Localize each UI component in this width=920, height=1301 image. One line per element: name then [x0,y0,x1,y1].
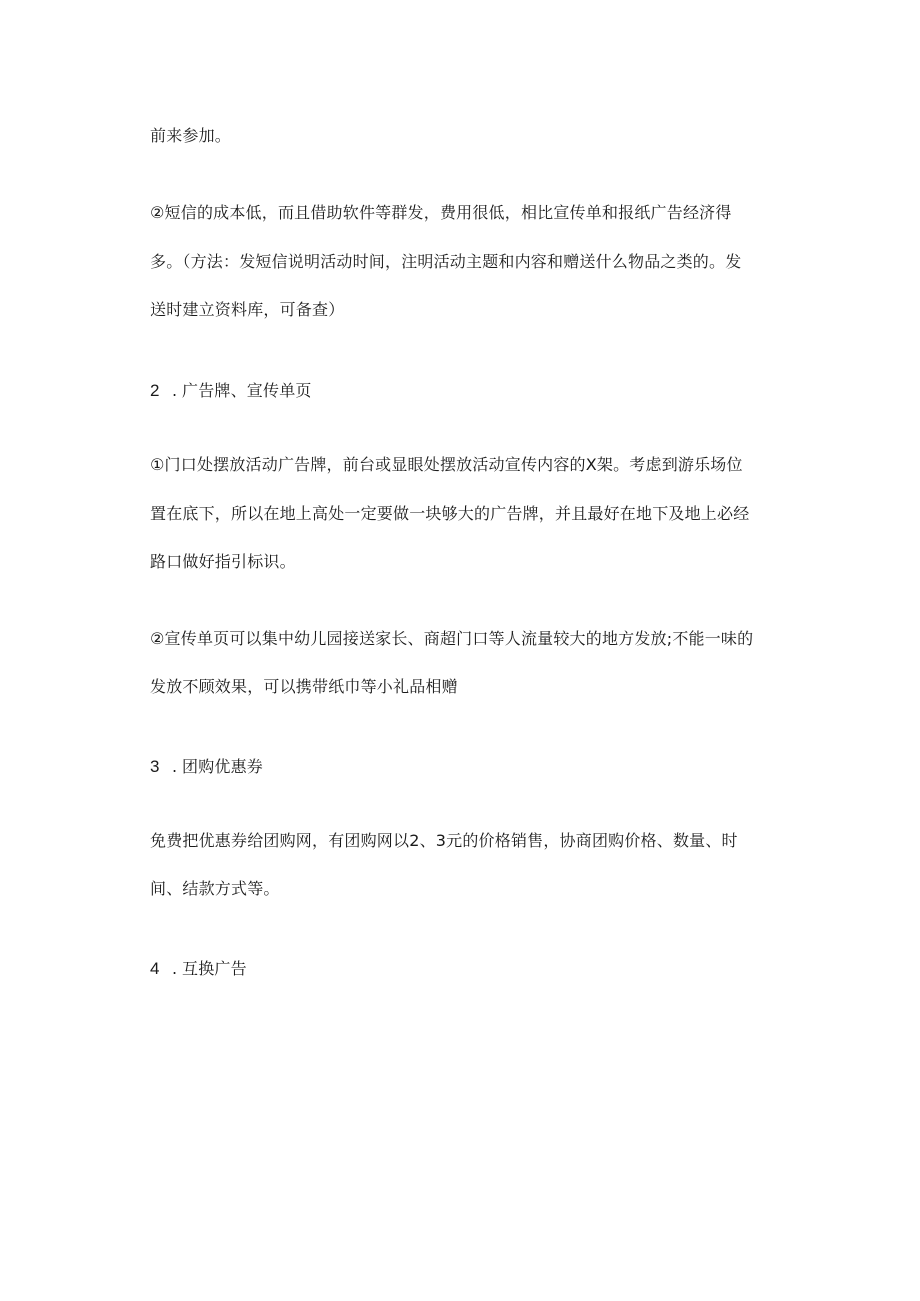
section-dot: . [172,381,178,400]
section-title: 团购优惠券 [182,757,264,776]
section-heading-4 [150,959,800,979]
section-dot: . [172,757,178,776]
paragraph-line: 置在底下，所以在地上高处一定要做一块够大的广告牌，并且最好在地下及地上必经 [150,504,750,523]
paragraph-line: ②宣传单页可以集中幼儿园接送家长、商超门口等人流量较大的地方发放;不能一味的 [150,629,754,648]
section-number: 3 [150,757,160,776]
paragraph-line: 间、结款方式等。 [150,879,280,898]
paragraph-line: 路口做好指引标识。 [150,552,296,571]
section-heading-2 [150,381,800,401]
paragraph-line: 免费把优惠券给团购网，有团购网以2、3元的价格销售，协商团购价格、数量、时 [150,831,738,850]
section-title: 互换广告 [182,959,247,978]
paragraph-line: ②短信的成本低，而且借助软件等群发，费用很低，相比宣传单和报纸广告经济得 [150,203,732,222]
section-number: 4 [150,959,160,978]
paragraph-line: 发放不顾效果，可以携带纸巾等小礼品相赠 [150,677,458,696]
paragraph-line: 前来参加。 [150,126,232,145]
paragraph-line: 多。（方法：发短信说明活动时间，注明活动主题和内容和赠送什么物品之类的。发 [150,252,742,271]
paragraph-line: 送时建立资料库，可备查） [150,300,345,319]
section-title: 广告牌、宣传单页 [182,381,312,400]
paragraph-line: ①门口处摆放活动广告牌，前台或显眼处摆放活动宣传内容的X架。考虑到游乐场位 [150,455,743,474]
section-dot: . [172,959,178,978]
section-heading-3 [150,757,800,777]
section-number: 2 [150,381,160,400]
